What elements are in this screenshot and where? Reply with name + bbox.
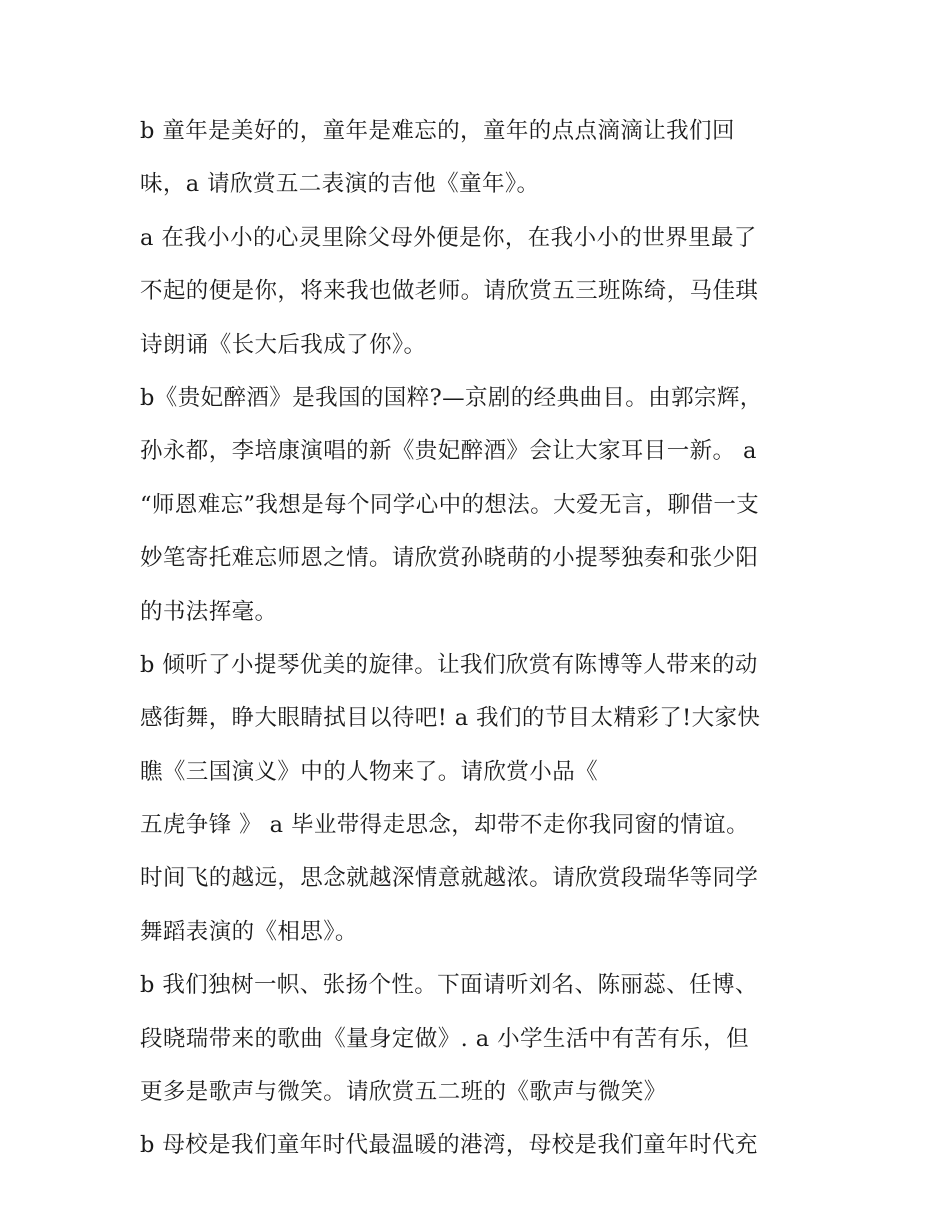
text-line: 的书法挥毫。 (140, 598, 278, 625)
text-line: a 在我小小的心灵里除父母外便是你，在我小小的世界里最了 (140, 224, 757, 251)
text-line: b 我们独树一帜、张扬个性。下面请听刘名、陈丽蕊、任博、 (140, 972, 758, 999)
text-line: 不起的便是你，将来我也做老师。请欣赏五三班陈绮，马佳琪 (140, 278, 759, 305)
document-body (140, 112, 820, 1180)
text-line: b 童年是美好的，童年是难忘的，童年的点点滴滴让我们回 (140, 118, 735, 144)
text-line: 瞧《三国演义》中的人物来了。请欣赏小品《 (140, 758, 599, 785)
text-line: 感街舞，睁大眼睛拭目以待吧! a 我们的节目太精彩了!大家快 (140, 705, 761, 732)
text-line: 舞蹈表演的《相思》。 (140, 918, 358, 945)
text-line: 时间飞的越远，思念就越深情意就越浓。请欣赏段瑞华等同学 (140, 865, 759, 892)
text-line: 段晓瑞带来的歌曲《量身定做》. a 小学生活中有苦有乐，但 (140, 1025, 749, 1052)
text-line: 更多是歌声与微笑。请欣赏五二班的《歌声与微笑》 (140, 1079, 667, 1106)
text-line: b 母校是我们童年时代最温暖的港湾，母校是我们童年时代充 (140, 1132, 758, 1159)
text-line: 味，a 请欣赏五二表演的吉他《童年》。 (140, 171, 540, 198)
text-line: 孙永都，李培康演唱的新《贵妃醉酒》会让大家耳目一新。 a (140, 438, 757, 465)
text-line: b《贵妃醉酒》是我国的国粹?—京剧的经典曲目。由郭宗辉， (140, 384, 763, 411)
text-line: 妙笔寄托难忘师恩之情。请欣赏孙晓萌的小提琴独奏和张少阳 (140, 545, 759, 572)
text-line: b 倾听了小提琴优美的旋律。让我们欣赏有陈博等人带来的动 (140, 651, 758, 678)
text-line: 诗朗诵《长大后我成了你》。 (140, 331, 427, 358)
text-line: “师恩难忘”我想是每个同学心中的想法。大爱无言，聊借一支 (140, 491, 760, 518)
text-line: 五虎争锋 》 a 毕业带得走思念，却带不走你我同窗的情谊。 (140, 812, 749, 839)
